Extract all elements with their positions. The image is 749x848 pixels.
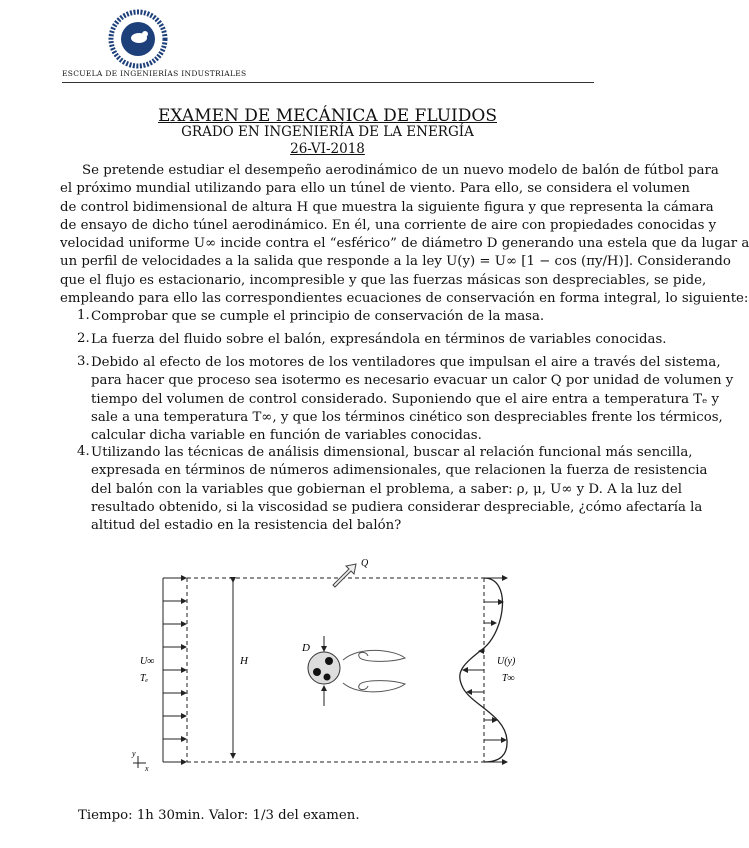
svg-text:y: y [132,749,136,758]
intro-line: velocidad uniforme U∞ incide contra el “esférico” de diámetro D generando una estela que da lugar a [60,236,749,252]
label-d: D [302,642,310,654]
question-line: resultado obtenido, si la viscosidad se pudiera considerar despreciable, ¿cómo afectaría la [91,499,703,515]
question-number: 3. [77,354,90,369]
soccer-ball-icon [308,652,340,684]
label-t-e: Tₑ [140,673,149,684]
question-line: expresada en términos de números adimensionales, que relacionen la fuerza de resistencia [91,463,708,479]
exam-date: 26-VI-2018 [290,141,365,157]
question-line: Debido al efecto de los motores de los ventiladores que impulsan el aire a través del sistema, [91,355,721,370]
question-line: La fuerza del fluido sobre el balón, expresándola en términos de variables conocidas. [91,332,667,347]
intro-line: un perfil de velocidades a la salida que responde a la ley U(y) = U∞ [1 − cos (πy/H)]. Considerando [60,254,731,270]
question-line: sale a una temperatura T∞, y que los términos cinético son despreciables frente los térmicos, [91,409,723,425]
exam-title: EXAMEN DE MECÁNICA DE FLUIDOS [158,106,497,126]
intro-line: el próximo mundial utilizando para ello un túnel de viento. Para ello, se considera el volumen [60,181,690,197]
exam-footer: Tiempo: 1h 30min. Valor: 1/3 del examen. [78,808,360,823]
axes-icon [131,749,149,773]
label-t-inf: T∞ [502,673,515,684]
question-line: del balón con la variables que gobiernan el problema, a saber: ρ, μ, U∞ y D. A la luz del [91,481,682,497]
question-line: calcular dicha variable en función de variables conocidas. [91,428,482,444]
school-name: ESCUELA DE INGENIERÍAS INDUSTRIALES [62,69,247,78]
label-h: H [240,655,248,667]
label-q: Q [361,558,369,569]
question-line: Comprobar que se cumple el principio de conservación de la masa. [91,309,545,324]
outlet-velocity-arrows [463,578,507,762]
question-number: 4. [77,444,90,459]
intro-line: de ensayo de dicho túnel aerodinámico. En él, una corriente de aire con propiedades conocidas y [60,217,717,233]
question-line: altitud del estadio en la resistencia del balón? [91,518,402,534]
question-line: Utilizando las técnicas de análisis dimensional, buscar al relación funcional más sencilla, [91,445,693,460]
heat-arrow-icon [333,564,356,587]
question-number: 1. [77,308,90,323]
inlet-velocity-arrows [163,578,186,762]
intro-line: de control bidimensional de altura H que muestra la siguiente figura y que representa la cámara [60,199,714,215]
exam-subtitle: GRADO EN INGENIERÍA DE LA ENERGÍA [181,124,474,140]
question-number: 2. [77,331,90,346]
label-u-y: U(y) [497,656,516,667]
question-line: tiempo del volumen de control considerado. Suponiendo que el aire entra a temperatura Tₑ y [91,391,720,407]
label-u-inf: U∞ [140,656,155,667]
intro-line: que el flujo es estacionario, incompresible y que las fuerzas másicas son despreciables, se pide, [60,272,707,288]
svg-text:x: x [145,764,149,773]
intro-line: empleando para ello las correspondientes ecuaciones de conservación en forma integral, lo siguiente: [60,291,749,307]
question-line: para hacer que proceso sea isotermo es necesario evacuar un calor Q por unidad de volumen y [91,373,734,389]
intro-line: Se pretende estudiar el desempeño aerodinámico de un nuevo modelo de balón de fútbol para [82,163,719,178]
